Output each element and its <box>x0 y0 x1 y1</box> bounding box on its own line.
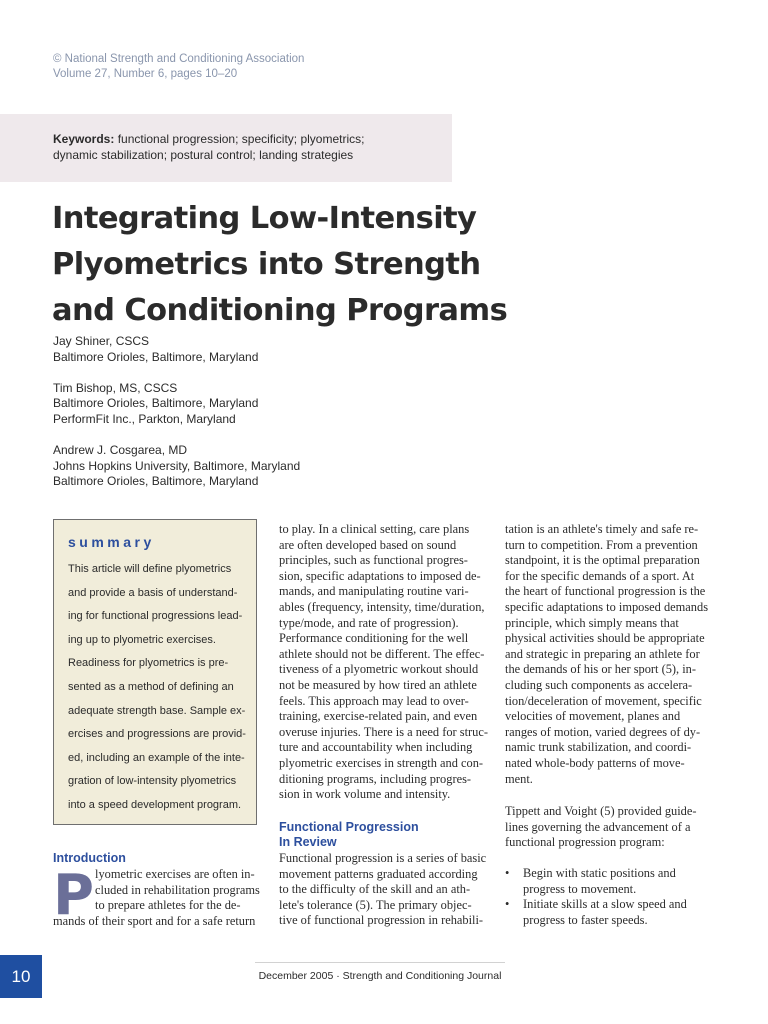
author-block <box>53 381 300 428</box>
keywords-label: Keywords: <box>53 132 115 146</box>
header-meta <box>53 52 304 82</box>
text-line: cluding such components as accelera- <box>505 677 693 692</box>
volume-line: Volume 27, Number 6, pages 10–20 <box>53 68 238 80</box>
text-line: tive of functional progression in rehabili- <box>279 913 484 928</box>
author-affiliation: PerformFit Inc., Parkton, Maryland <box>53 411 236 426</box>
heading-line: Functional Progression <box>279 820 419 834</box>
summary-line: ing for functional progressions lead- <box>68 610 243 623</box>
author-list <box>53 334 300 506</box>
text-line: tiveness of a plyometric workout should <box>279 662 479 677</box>
keywords-box <box>0 114 452 182</box>
text-line: ture and accountability when including <box>279 740 473 755</box>
text-line: tion/deceleration of movement, specific <box>505 693 702 708</box>
text-line: to the difficulty of the skill and an ath- <box>279 882 471 897</box>
summary-line: This article will define plyometrics <box>68 563 232 575</box>
text-line: principle, which simply means that <box>505 615 679 630</box>
author-affiliation: Baltimore Orioles, Baltimore, Maryland <box>53 396 259 411</box>
summary-line: and provide a basis of understand- <box>68 586 238 599</box>
footer-journal: December 2005 · Strength and Conditioning Journal <box>258 970 502 982</box>
text-line: are often developed based on sound <box>279 537 457 552</box>
keywords-line-2: dynamic stabilization; postural control; landing strategies <box>53 148 354 162</box>
text-line: velocities of movement, planes and <box>505 709 681 724</box>
author-name: Tim Bishop, MS, CSCS <box>53 380 178 395</box>
text-line: plyometric exercises in strength and con- <box>279 755 484 770</box>
text-line: lyometric exercises are often in- <box>95 867 255 881</box>
text-line: mands of their sport and for a safe return <box>53 913 256 928</box>
text-line: Begin with static positions and <box>523 866 676 880</box>
summary-line: adequate strength base. Sample ex- <box>68 704 246 717</box>
text-line: principles, such as functional progres- <box>279 553 468 568</box>
introduction-text <box>53 863 260 929</box>
text-line: training, exercise-related pain, and even <box>279 709 478 724</box>
summary-box <box>53 519 257 825</box>
bullet-icon: • <box>505 866 510 880</box>
text-line: for the specific demands of a sport. At <box>505 568 695 583</box>
text-line: namic trunk stabilization, and coordi- <box>505 740 692 755</box>
text-line: ment. <box>505 771 533 786</box>
summary-line: ed, including an example of the inte- <box>68 751 245 764</box>
text-line: not be measured by how tired an athlete <box>279 677 477 692</box>
summary-line: ing up to plyometric exercises. <box>68 633 216 646</box>
author-affiliation: Baltimore Orioles, Baltimore, Maryland <box>53 349 259 364</box>
page-number: 10 <box>0 955 42 998</box>
text-line: the demands of his or her sport (5), in- <box>505 662 696 677</box>
column-3-paragraph-2 <box>505 804 713 851</box>
summary-text <box>68 558 246 818</box>
text-line: ables (frequency, intensity, time/duration, <box>279 599 485 614</box>
text-line: Initiate skills at a slow speed and <box>523 897 687 912</box>
drop-cap: P <box>53 863 95 928</box>
author-name: Jay Shiner, CSCS <box>53 334 150 348</box>
text-line: turn to competition. From a prevention <box>505 537 698 552</box>
text-line: Functional progression is a series of basic <box>279 851 487 865</box>
summary-line: sented as a method of defining an <box>68 680 234 693</box>
author-affiliation: Baltimore Orioles, Baltimore, Maryland <box>53 474 259 489</box>
text-line: feels. This approach may lead to over- <box>279 693 469 708</box>
introduction-heading-text: Introduction <box>53 851 126 865</box>
text-line: and strategic in preparing an athlete for <box>505 646 700 661</box>
text-line: physical activities should be appropriate <box>505 631 705 646</box>
functional-progression-text <box>279 851 487 929</box>
author-name: Andrew J. Cosgarea, MD <box>53 443 188 458</box>
text-line: progress to faster speeds. <box>523 912 648 927</box>
text-line: tation is an athlete's timely and safe re- <box>505 522 699 536</box>
summary-line: Readiness for plyometrics is pre- <box>68 657 229 670</box>
text-line: functional progression program: <box>505 835 665 850</box>
bullet-icon: • <box>505 897 510 912</box>
author-affiliation: Johns Hopkins University, Baltimore, Maryland <box>53 458 301 473</box>
text-line: movement patterns graduated according <box>279 866 478 881</box>
summary-line: into a speed development program. <box>68 798 242 811</box>
functional-progression-heading <box>279 820 419 850</box>
text-line: cluded in rehabilitation programs <box>95 882 260 897</box>
keywords-line-1 <box>53 131 443 147</box>
column-2-text <box>279 522 488 803</box>
title-line: Integrating Low-Intensity <box>52 201 477 236</box>
list-item <box>505 866 713 897</box>
text-line: ranges of motion, varied degrees of dy- <box>505 724 701 739</box>
list-item <box>505 897 713 928</box>
text-line: the heart of functional progression is the <box>505 584 706 599</box>
copyright-line: © National Strength and Conditioning Association <box>53 53 305 65</box>
text-line: to play. In a clinical setting, care plans <box>279 522 470 536</box>
summary-line: gration of low-intensity plyometrics <box>68 775 237 788</box>
text-line: ditioning programs, including progres- <box>279 771 472 786</box>
article-title <box>52 196 612 334</box>
column-3-text <box>505 522 713 787</box>
guideline-list <box>505 866 713 928</box>
title-line: and Conditioning Programs <box>52 293 508 328</box>
heading-line: In Review <box>279 835 337 849</box>
text-line: progress to movement. <box>523 881 637 896</box>
text-line: type/mode, and rate of progression). <box>279 615 459 630</box>
text-line: mands, and manipulating routine vari- <box>279 584 469 599</box>
text-line: specific adaptations to imposed demands <box>505 599 709 614</box>
text-line: Tippett and Voight (5) provided guide- <box>505 804 697 818</box>
text-line: lines governing the advancement of a <box>505 819 691 834</box>
text-line: overuse injuries. There is a need for struc- <box>279 724 488 739</box>
text-line: lete's tolerance (5). The primary objec- <box>279 897 472 912</box>
summary-heading: summary <box>68 534 155 550</box>
summary-line: ercises and progressions are provid- <box>68 728 246 741</box>
text-line: Performance conditioning for the well <box>279 631 469 646</box>
text-line: sion in work volume and intensity. <box>279 787 451 802</box>
keywords-list-1: functional progression; specificity; plyometrics; <box>117 132 365 146</box>
title-line: Plyometrics into Strength <box>52 247 481 282</box>
footer-divider <box>255 962 505 963</box>
text-line: sion, specific adaptations to imposed de- <box>279 568 481 583</box>
author-block <box>53 443 300 490</box>
keywords-text <box>53 131 443 163</box>
text-line: to prepare athletes for the de- <box>95 898 241 913</box>
text-line: standpoint, it is the optimal preparation <box>505 553 700 568</box>
author-block <box>53 334 300 365</box>
text-line: nated whole-body patterns of move- <box>505 755 685 770</box>
text-line: athlete should not be different. The effec- <box>279 646 485 661</box>
